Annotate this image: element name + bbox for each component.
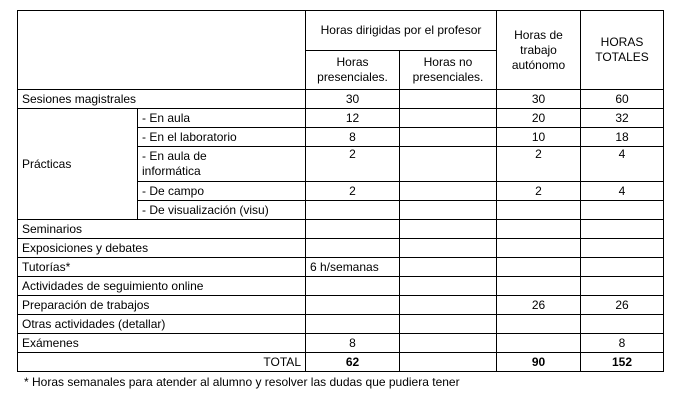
cell-total: 8 [581, 334, 664, 353]
header-dirigidas: Horas dirigidas por el profesor [306, 11, 497, 51]
cell-total [581, 277, 664, 296]
header-autonomo: Horas de trabajo autónomo [497, 11, 581, 90]
cell-presenciales [306, 239, 400, 258]
cell-autonomo: 26 [497, 296, 581, 315]
cell-autonomo: 20 [497, 109, 581, 128]
cell-no-presenciales [400, 239, 497, 258]
cell-no-presenciales [400, 315, 497, 334]
cell-total: 18 [581, 128, 664, 147]
table-row-examenes [18, 334, 664, 353]
cell-no-presenciales [400, 147, 497, 182]
row-label: - En el laboratorio [138, 128, 306, 147]
cell-grand-total: 152 [581, 353, 664, 372]
cell-presenciales: 30 [306, 90, 400, 109]
row-label: Preparación de trabajos [18, 296, 306, 315]
total-label: TOTAL [18, 353, 306, 372]
cell-presenciales: 6 h/semanas [306, 258, 400, 277]
cell-presenciales [306, 201, 400, 220]
table-row-exposiciones [18, 239, 664, 258]
cell-no-presenciales [400, 334, 497, 353]
cell-no-presenciales [400, 182, 497, 201]
cell-presenciales: 8 [306, 334, 400, 353]
cell-autonomo: 2 [497, 182, 581, 201]
table-row-trabajos [18, 296, 664, 315]
cell-autonomo: 10 [497, 128, 581, 147]
cell-total [581, 315, 664, 334]
header-presenciales: Horas presenciales. [306, 50, 400, 90]
header-row-1 [18, 11, 664, 51]
cell-autonomo [497, 334, 581, 353]
table-row-seminarios [18, 220, 664, 239]
cell-autonomo [497, 239, 581, 258]
row-label: Actividades de seguimiento online [18, 277, 306, 296]
row-label: Otras actividades (detallar) [18, 315, 306, 334]
footnote: * Horas semanales para atender al alumno y resolver las dudas que pudiera tener [24, 375, 460, 389]
cell-presenciales [306, 296, 400, 315]
table-row-otras [18, 315, 664, 334]
cell-presenciales: 8 [306, 128, 400, 147]
cell-total [581, 201, 664, 220]
row-label: - En aula de informática [138, 147, 306, 182]
cell-total: 32 [581, 109, 664, 128]
table-row-sesiones [18, 90, 664, 109]
hours-table [17, 10, 664, 372]
row-label: Tutorías* [18, 258, 306, 277]
row-label: Seminarios [18, 220, 306, 239]
cell-no-presenciales [400, 128, 497, 147]
cell-autonomo [497, 220, 581, 239]
row-label: Exposiciones y debates [18, 239, 306, 258]
row-label: - De campo [138, 182, 306, 201]
cell-presenciales [306, 277, 400, 296]
cell-autonomo [497, 315, 581, 334]
header-empty-cell [18, 11, 306, 90]
cell-presenciales: 2 [306, 182, 400, 201]
table-row-seguimiento [18, 277, 664, 296]
table-row-tutorias [18, 258, 664, 277]
cell-total: 60 [581, 90, 664, 109]
cell-no-presenciales [400, 201, 497, 220]
cell-autonomo [497, 277, 581, 296]
row-label: - En aula [138, 109, 306, 128]
header-no-presenciales: Horas no presenciales. [400, 50, 497, 90]
cell-autonomo-total: 90 [497, 353, 581, 372]
cell-no-presenciales-total [400, 353, 497, 372]
cell-total: 4 [581, 182, 664, 201]
cell-no-presenciales [400, 277, 497, 296]
table-row-en-aula [18, 109, 664, 128]
cell-total [581, 220, 664, 239]
row-label: Exámenes [18, 334, 306, 353]
cell-no-presenciales [400, 220, 497, 239]
cell-autonomo: 30 [497, 90, 581, 109]
cell-total: 26 [581, 296, 664, 315]
cell-total [581, 258, 664, 277]
cell-no-presenciales [400, 109, 497, 128]
row-label: - De visualización (visu) [138, 201, 306, 220]
cell-no-presenciales [400, 90, 497, 109]
table-row-total [18, 353, 664, 372]
cell-presenciales [306, 315, 400, 334]
cell-presenciales-total: 62 [306, 353, 400, 372]
cell-presenciales [306, 220, 400, 239]
cell-total [581, 239, 664, 258]
header-totales: HORAS TOTALES [581, 11, 664, 90]
practicas-label: Prácticas [18, 109, 138, 220]
cell-autonomo [497, 258, 581, 277]
cell-total: 4 [581, 147, 664, 182]
row-label: Sesiones magistrales [18, 90, 306, 109]
cell-no-presenciales [400, 258, 497, 277]
cell-autonomo [497, 201, 581, 220]
cell-autonomo: 2 [497, 147, 581, 182]
cell-presenciales: 2 [306, 147, 400, 182]
cell-presenciales: 12 [306, 109, 400, 128]
cell-no-presenciales [400, 296, 497, 315]
